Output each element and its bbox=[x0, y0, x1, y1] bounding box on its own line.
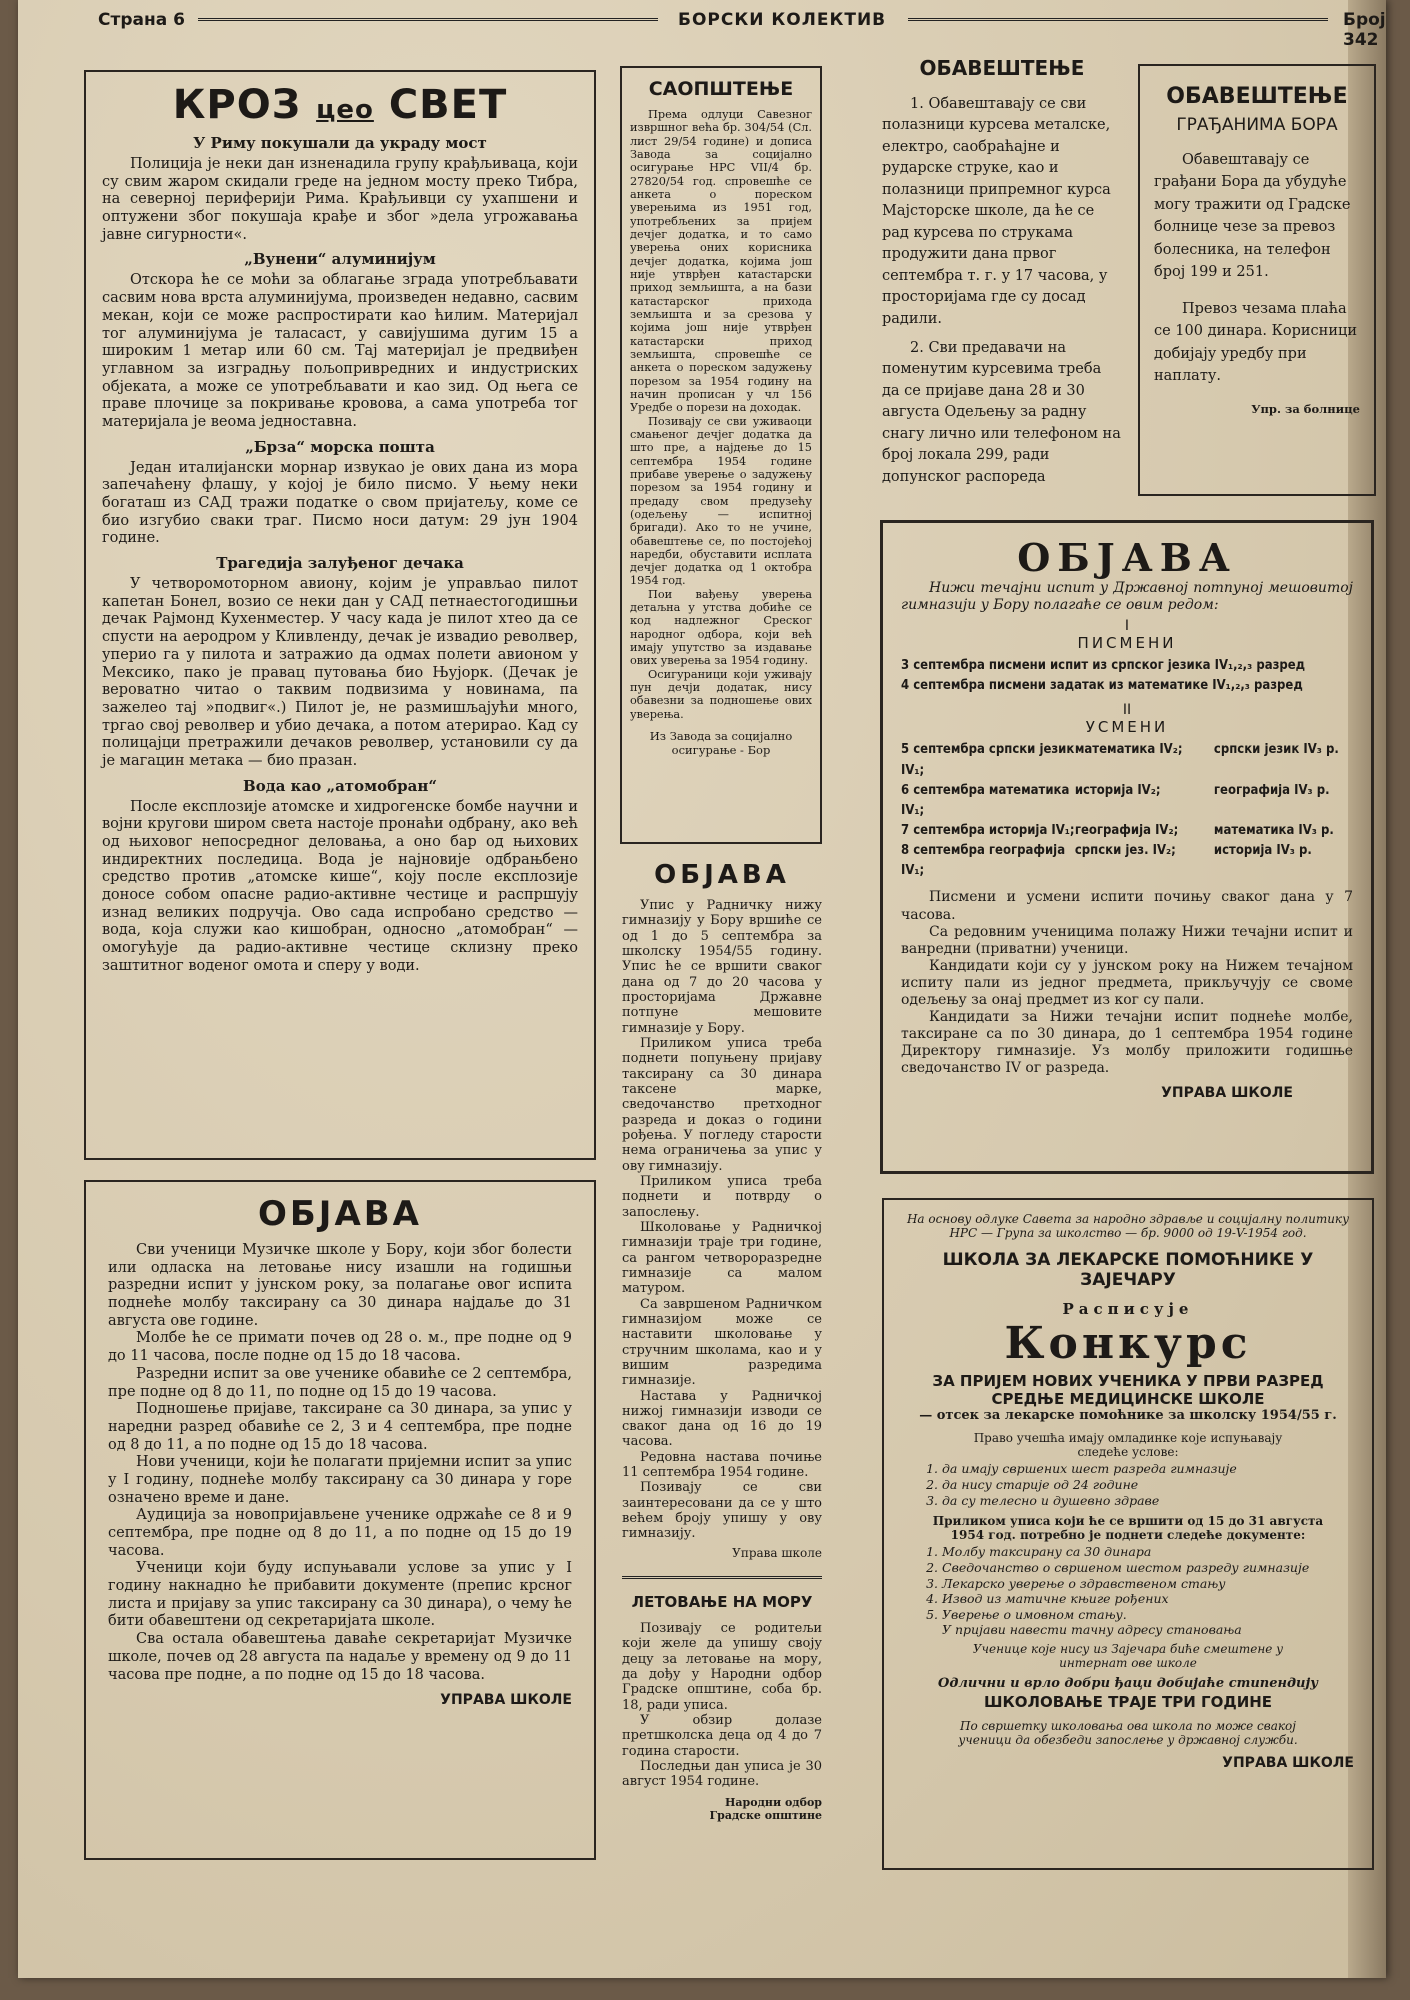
page-header bbox=[78, 8, 1386, 50]
notice-text: Према одлуци Савезног извршног већа бр. 304/54 (Сл. лист 29/54 године) и дописа Завода за социјално осигурање НРС VII/4 бр. 27820/54 год. спровешће се анкета о пореском уверењима из 1951 год, употребљених за пријем дечјег додатка, и то само уверења оних корисника дечјег додатка, којима још није утврђен катастарски приход земљишта, а на бази катастарског прихода земљишта и за срезова у којима још није утврђен катастарски приход земљишта, спровешће се анкета о пореском задужењу порезом за 1954 годину на начин прописан у чл 156 Уредбе о порези на доходак. bbox=[630, 108, 812, 415]
gymnasium-exam-announcement bbox=[880, 520, 1374, 1174]
exam-row: 5 септембра српски језик IV₁; математика IV₂; српски језик IV₃ р. bbox=[901, 742, 1339, 778]
announcement-text: Подношење пријаве, таксиране са 30 динара, за упис у наредни разред обавиће се 2, 3 и 4 септембра, пре подне од 8 до 11, а по подне од 15 до 18 часова. bbox=[108, 1401, 572, 1453]
announces-label: Расписује bbox=[1062, 1300, 1194, 1318]
school-name: ШКОЛА ЗА ЛЕКАРСКЕ ПОМОЋНИКЕ У ЗАЈЕЧАРУ bbox=[942, 1250, 1314, 1290]
section-text: Један италијански морнар извукао је ових дана из мора запечаћену флашу, у којој је било писмо. У њему неки богаташ из САД тражи податке о свом пријатељу, коме се био изгубио сваки траг. Писмо носи датум: 29 јун 1904 године. bbox=[102, 459, 578, 547]
announcement-text: Приликом уписа треба поднети и потврду о запослењу. bbox=[622, 1173, 822, 1220]
music-school-announcement bbox=[84, 1180, 596, 1860]
notice-text: Позивају се родитељи који желе да упишу своју децу за летовање на мору, да дођу у Народни одбор Градске општине, соба бр. 18, ради уписа. bbox=[622, 1621, 822, 1713]
section-number: II bbox=[1122, 702, 1132, 719]
medical-school-competition bbox=[882, 1198, 1374, 1870]
notice-text: 1. Обавештавају се сви полазници курсева металске, електро, саобраћајне и рударске струке, као и полазници припремног курса Мајсторске школе, да ће се рад курсева по струкама продужити дана првог септембра т. г. у 17 часова, у просторијама где су досад радили. bbox=[882, 96, 1111, 327]
announcement-text: Настава у Радничкој нижој гимназији изводи се сваког дана од 16 до 19 часова. bbox=[622, 1388, 822, 1450]
exam-row: 3 септембра писмени испит из српског језика IV₁,₂,₃ разред bbox=[901, 658, 1306, 674]
announcement-text: Нови ученици, који ће полагати пријемни испит за упис у I годину, поднеће молбу таксирану са 30 динара у горе означено време и дане. bbox=[108, 1454, 572, 1506]
signature: УПРАВА ШКОЛЕ bbox=[440, 1692, 572, 1709]
document-item: У пријави навести тачну адресу становања bbox=[942, 1622, 1242, 1638]
announcement-text: Молбе ће се примати почев од 28 о. м., пре подне од 9 до 11 часова, после подне од 15 до 18 часова. bbox=[108, 1330, 572, 1365]
announcement-text: Кандидати за Нижи течајни испит поднеће молбе, таксиране са по 30 динара, до 1 септембра 1954 године Директору гимназије. Уз молбу приложити годишње сведочанство IV ог разреда. bbox=[901, 1008, 1353, 1077]
newspaper-name: БОРСКИ КОЛЕКТИВ bbox=[678, 10, 887, 30]
section-title: „Вунени“ алуминијум bbox=[244, 250, 436, 269]
signature: Управа школе bbox=[732, 1545, 822, 1560]
oral-exam-schedule bbox=[901, 740, 1353, 881]
announcement-title: ОБЈАВА bbox=[257, 1194, 422, 1234]
announcement-text: Писмени и усмени испити почињу сваког дана у 7 часова. bbox=[901, 889, 1353, 923]
section-text: Полиција је неки дан изненадила групу крађљиваца, који су свим жаром скидали греде на једном мосту преко Тибра, на северној периферији Рима. Крађљивци су ухапшени и оптужени због покушаја крађе и због »дела угрожавања јавне сигурности«. bbox=[102, 156, 578, 243]
exam-row: 6 септембра математика IV₁; историја IV₂; географија IV₃ р. bbox=[901, 782, 1330, 818]
hospital-notice bbox=[1138, 64, 1376, 496]
kroz-ceo-svet-article bbox=[84, 70, 596, 1160]
employment-note: По свршетку школовања ова школа по може свакој ученици да обезбеди запослење у државној служби. bbox=[958, 1719, 1298, 1748]
exam-row: 8 септембра географија IV₁; српски јез. IV₂; историја IV₃ р. bbox=[901, 843, 1312, 879]
announcement-text: Разредни испит за ове ученике обавиће се 2 септембра, пре подне од 8 до 11, по подне од 15 до 19 часова. bbox=[108, 1365, 572, 1400]
notice-text: Последњи дан уписа је 30 август 1954 године. bbox=[622, 1758, 822, 1790]
competition-title: Конкурс bbox=[1004, 1318, 1252, 1369]
announcement-text: Упис у Радничку нижу гимназију у Бору вршиће се од 1 до 5 септембра за школску 1954/55 годину. Упис ће се вршити сваког дана од 7 до 20 часова у просторијама Државне потпуне мешовите гимназије у Бору. bbox=[622, 898, 822, 1036]
issue-number: Број 342 bbox=[1343, 10, 1386, 50]
announcement-text: Приликом уписа треба поднети попуњену пријаву таксирану са 30 динара таксене марке, сведочанство претходног разреда и доказ о години рођења. У погледу старости нема ограничења за упис у ову гимназију. bbox=[622, 1035, 822, 1174]
conditions-intro: Право учешћа имају омладинке које испуњавају следеће услове: bbox=[973, 1431, 1283, 1460]
notice-title: САОПШТЕЊЕ bbox=[648, 78, 794, 100]
notice-subtitle: ГРАЂАНИМА БОРА bbox=[1176, 115, 1338, 135]
announcement-title: ОБЈАВА bbox=[1017, 535, 1237, 580]
conditions-list bbox=[942, 1461, 1354, 1508]
section-title: „Брза“ морска пошта bbox=[245, 437, 435, 456]
signature: УПРАВА ШКОЛЕ bbox=[1161, 1085, 1293, 1102]
announcement-text: Ученици који буду испуњавали услове за упис у I годину накнадно ће прибавити документе (препис крсног листа и пријаву за упис таксирану са 30 динара), о чему ће бити обавештени од секретаријата школе. bbox=[108, 1560, 572, 1630]
section-text: У четворомоторном авиону, којим је управљао пилот капетан Бонел, возио се неки дан у САД петнаестогодишњи дечак Рајмонд Кухенместер. У часу када је пилот хтео да се спусти на аеродром у Кливленду, дечак је извадио револвер, уперио га у пилота и затражио да одмах полети авионом у Мексико, пако је правац путовања био Њујорк. (Дечак је вероватно читао о таквим подвизима у новинама, па зажелео тај »подвиг«.) Пилот је, не размишљајући много, тргао свој револвер и убио дечака, а потом атерирао. Кад су полицајци претражили дечаков револвер, установили су да је магацин метака — био празан. bbox=[102, 576, 578, 769]
courses-notice bbox=[882, 56, 1122, 506]
announcement-text: Аудиција за новопријављене ученике одржаће се 8 и 9 септембра, пре подне од 8 до 11, а по подне од 15 до 19 часова. bbox=[108, 1507, 572, 1559]
competition-for: СРЕДЊЕ МЕДИЦИНСКЕ ШКОЛЕ bbox=[991, 1390, 1265, 1409]
notice-title: ОБАВЕШТЕЊЕ bbox=[1166, 84, 1348, 109]
notice-text: У обзир долазе претшколска деца од 4 до 7 година старости. bbox=[622, 1712, 822, 1759]
dormitory-note: Ученице које нису из Зајечара биће смештене у интернат ове школе bbox=[972, 1642, 1284, 1671]
notice-title: ЛЕТОВАЊЕ НА МОРУ bbox=[631, 1593, 813, 1611]
notice-text: 2. Сви предавачи на поменутим курсевима треба да се пријаве дана 28 и 30 августа Одељењу за радну снагу лично или телефоном на број локала 299, ради допунског распореда bbox=[882, 339, 1121, 485]
announcement-text: Нижи течајни испит у Државној потпуној мешовитој гимназији у Бору полагаће се овим редом: bbox=[901, 580, 1353, 614]
announcement-text: Сва остала обавештења даваће секретаријат Музичке школе, почев од 28 августа па надаље у времену од 9 до 11 часова пре подне, а по подне од 15 до 18 часова. bbox=[108, 1631, 572, 1683]
notice-text: Осигураници који уживају пун дечји додатак, нису обавезни за подношење ових уверења. bbox=[630, 667, 812, 721]
signature: Народни одбор Градске општине bbox=[709, 1795, 822, 1822]
condition-item: 3. да су телесно и душевно здраве bbox=[942, 1493, 1354, 1509]
header-rule bbox=[908, 18, 1328, 21]
newspaper-page bbox=[18, 0, 1386, 1978]
exam-row: 4 септембра писмени задатак из математике IV₁,₂,₃ разред bbox=[901, 678, 1303, 694]
announcement-title: ОБЈАВА bbox=[654, 860, 790, 890]
competition-for: ЗА ПРИЈЕМ НОВИХ УЧЕНИКА У ПРВИ РАЗРЕД bbox=[932, 1372, 1324, 1391]
document-item: 5. Уверење о имовном стању. bbox=[942, 1607, 1354, 1623]
section-text: После експлозије атомске и хидрогенске бомбе научни и војни кругови широм света настоје пронаћи одбрану, ако већ од њиховог непосредног деловања, а оно бар од њихових индиректних последица. Вода је најновије одбрањбено средство против „атомске кише“, коју после експлозије доносе собом опасне радио-активне честице и распршују изнад великих подручја. Ово сада испробано средство — вода, која служи као кишобран, односно „атомобран“ — омогућује да радио-активне честице склизну преко заштитног воденог омота и сперу у води. bbox=[102, 798, 578, 974]
notice-text: Пои вађењу уверења детаљна у утства добиће се код надлежног Среског народног одбора, који већ имају упутство за издавање ових уверења за 1954 годину. bbox=[630, 587, 812, 668]
section-label: УСМЕНИ bbox=[1085, 718, 1169, 737]
condition-item: 1. да имају свршених шест разреда гимназије bbox=[942, 1461, 1354, 1477]
signature: УПРАВА ШКОЛЕ bbox=[1222, 1755, 1354, 1772]
document-item: 3. Лекарско уверење о здравственом стању bbox=[942, 1576, 1354, 1592]
announcement-text: Сви ученици Музичке школе у Бору, који због болести или одласка на летовање нису изашли на годишњи разредни испит у јунском року, за полагање овог испита поднеће молбу таксирану са 30 динара најдаље до 31 августа ове године. bbox=[108, 1242, 572, 1329]
notice-title: ОБАВЕШТЕЊЕ bbox=[919, 56, 1085, 80]
section-label: ПИСМЕНИ bbox=[1077, 634, 1177, 653]
signature: Упр. за болнице bbox=[1251, 401, 1360, 416]
announcement-text: Кандидати који су у јунском року на Нижем течајном испиту пали из једног предмета, прикључују се своме одељењу за онај предмет из ког су пали. bbox=[901, 957, 1353, 1008]
page-number: Страна 6 bbox=[98, 10, 185, 30]
condition-item: 2. да нису старије од 24 године bbox=[942, 1477, 1354, 1493]
section-title: У Риму покушали да украду мост bbox=[193, 134, 487, 152]
notice-text: Обавештавају се грађани Бора да убудуће могу тражити од Градске болнице чезе за превоз болесника, на телефон број 199 и 251. bbox=[1154, 152, 1351, 281]
stipend-note: Одлични и врло добри ђаци добијаће стипендију bbox=[938, 1676, 1318, 1692]
section-text: Отскора ће се моћи за облагање зграда употребљавати сасвим нова врста алуминијума, произведен недавно, сасвим мекан, који се може распростирати као ћилим. Материјал тог алуминијума је таласаст, у савијушима дугим 15 а широким 1 метар или 60 см. Тај материјал је предвиђен углавном за изградњу пољопривредних и индустриских објеката, а може се употребљавати и као зид. Од њега се праве плочице за покривање кровова, а сама употреба тог материјала је веома једноставна. bbox=[102, 272, 578, 430]
announcement-text: Редовна настава почиње 11 септембра 1954 године. bbox=[622, 1449, 822, 1481]
notice-text: Позивају се сви уживаоци смањеног дечјег додатка да што пре, а најдење до 15 септембра 1954 године прибаве уверење о задужењу порезом за 1954 годину и предаду свом предузећу (одељењу — испитној бригади). Ако то не учине, обавештење се, по постојећој наредби, обуставити исплата дечјег додатка од 1 октобра 1954 год. bbox=[630, 414, 812, 588]
announcement-text: Школовање у Радничкој гимназији траје три године, са рангом четвороразредне гимназије са малом матуром. bbox=[622, 1219, 822, 1297]
seaside-vacation-notice bbox=[622, 1576, 822, 1869]
announcement-text: Са редовним ученицима полажу Нижи течајни испит и ванредни (приватни) ученици. bbox=[901, 923, 1353, 957]
announcement-text: Позивају се сви заинтересовани да се у што већем броју упишу у ову гимназију. bbox=[622, 1480, 822, 1542]
section-number: I bbox=[1124, 618, 1130, 635]
exam-row: 7 септембра историја IV₁; географија IV₂; математика IV₃ р. bbox=[901, 823, 1334, 838]
duration-note: ШКОЛОВАЊЕ ТРАЈЕ ТРИ ГОДИНЕ bbox=[983, 1693, 1273, 1712]
article-title: КРОЗ цео СВЕТ bbox=[172, 82, 508, 128]
documents-list bbox=[942, 1544, 1354, 1638]
document-item: 1. Молбу таксирану са 30 динара bbox=[942, 1544, 1354, 1560]
announcement-text: Са завршеном Радничком гимназијом може се наставити школовање у стручним школама, као и у вишим разредима гимназије. bbox=[622, 1296, 822, 1389]
document-item: 2. Сведочанство о свршеном шестом разреду гимназије bbox=[942, 1560, 1354, 1576]
header-rule bbox=[198, 18, 658, 21]
document-item: 4. Извод из матичне књиге рођених bbox=[942, 1591, 1354, 1607]
section-title: Трагедија залуђеног дечака bbox=[216, 554, 464, 573]
competition-preamble: На основу одлуке Савета за народно здравље и социјалну политику НРС — Група за школство — бр. 9000 од 19-V-1954 год. bbox=[906, 1212, 1350, 1240]
section-title: Вода као „атомобран“ bbox=[243, 776, 437, 795]
competition-for: — отсек за лекарске помоћнике за школску 1954/55 г. bbox=[919, 1408, 1337, 1424]
workers-gymnasium-announcement bbox=[622, 860, 822, 1570]
documents-intro: Приликом уписа који ће се вршити од 15 до 31 августа 1954 год. потребно је поднети следеће документе: bbox=[932, 1514, 1324, 1543]
saopstenje-notice bbox=[620, 66, 822, 844]
signature: Из Завода за социјално осигурање - Бор bbox=[649, 729, 793, 758]
notice-text: Превоз чезама плаћа се 100 динара. Корисници добијају уредбу при наплату. bbox=[1154, 300, 1357, 385]
